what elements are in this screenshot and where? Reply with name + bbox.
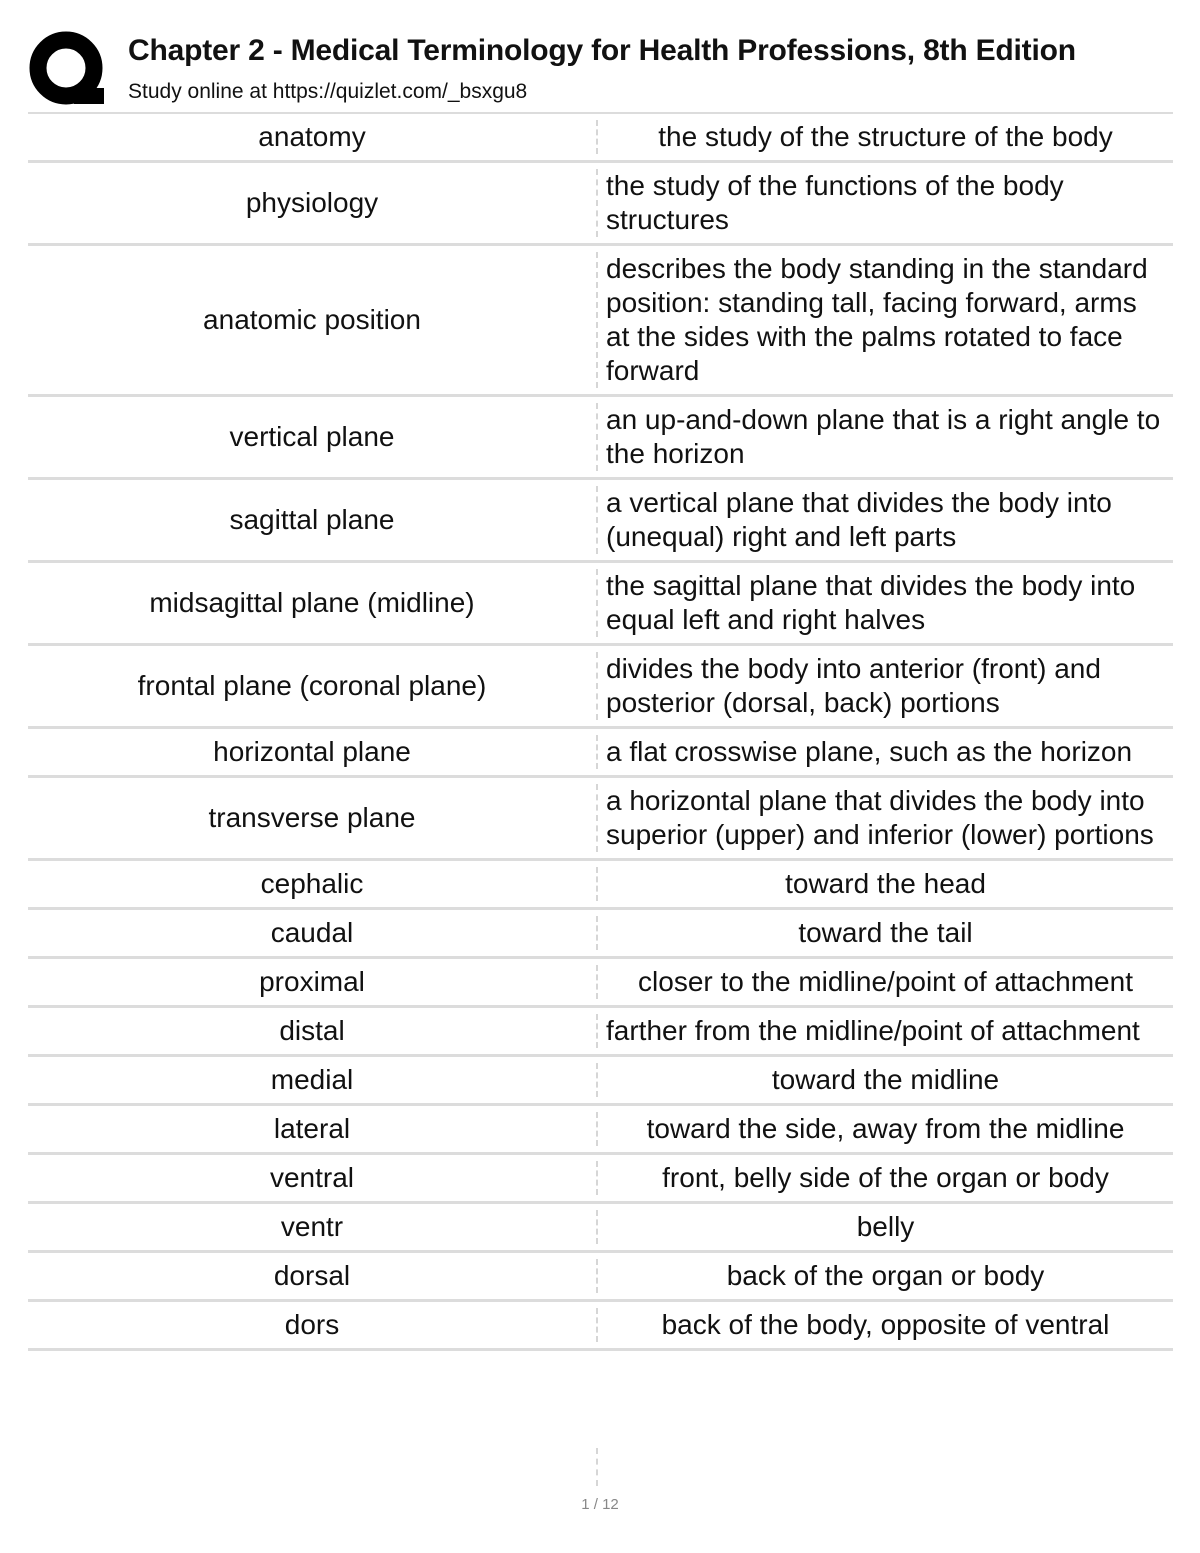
term-cell: ventral: [269, 1162, 355, 1193]
term-cell: dorsal: [273, 1260, 351, 1291]
definition-cell: farther from the midline/point of attachment: [606, 1015, 1140, 1046]
term-cell: frontal plane (coronal plane): [137, 670, 487, 701]
column-divider-tail: [596, 1448, 598, 1486]
table-row: [28, 397, 1173, 480]
page-header: [28, 28, 1178, 112]
term-cell: vertical plane: [229, 421, 395, 452]
page-number: 1 / 12: [581, 1496, 619, 1513]
definition-cell: the study of the structure of the body: [658, 121, 1113, 152]
table-row: [28, 1302, 1173, 1351]
terms-table: [28, 112, 1173, 1351]
table-row: [28, 246, 1173, 397]
term-cell: ventr: [280, 1211, 344, 1242]
definition-cell: a vertical plane that divides the body into (unequal) right and left parts: [606, 487, 1112, 552]
table-row: [28, 910, 1173, 959]
table-row: [28, 163, 1173, 246]
quizlet-q-logo-icon: [28, 30, 108, 110]
table-row: [28, 114, 1173, 163]
definition-cell: belly: [856, 1211, 915, 1242]
term-cell: horizontal plane: [213, 736, 411, 767]
definition-cell: back of the organ or body: [726, 1260, 1045, 1291]
table-row: [28, 959, 1173, 1008]
term-cell: medial: [270, 1064, 354, 1095]
definition-cell: toward the side, away from the midline: [646, 1113, 1125, 1144]
table-row: [28, 1155, 1173, 1204]
table-row: [28, 1106, 1173, 1155]
study-online-link[interactable]: Study online at https://quizlet.com/_bsxgu8: [128, 80, 528, 103]
table-row: [28, 480, 1173, 563]
term-cell: sagittal plane: [229, 504, 395, 535]
table-row: [28, 646, 1173, 729]
term-cell: anatomy: [258, 121, 366, 152]
definition-cell: front, belly side of the organ or body: [662, 1162, 1109, 1193]
definition-cell: closer to the midline/point of attachment: [638, 966, 1133, 997]
table-row: [28, 1008, 1173, 1057]
page-title: Chapter 2 - Medical Terminology for Health Professions, 8th Edition: [128, 34, 1076, 67]
definition-cell: toward the tail: [798, 917, 973, 948]
term-cell: caudal: [270, 917, 354, 948]
definition-cell: divides the body into anterior (front) and posterior (dorsal, back) portions: [606, 653, 1101, 718]
table-row: [28, 1057, 1173, 1106]
definition-cell: back of the body, opposite of ventral: [661, 1309, 1110, 1340]
table-row: [28, 1253, 1173, 1302]
term-cell: lateral: [273, 1113, 351, 1144]
definition-cell: the study of the functions of the body structures: [606, 170, 1064, 235]
definition-cell: toward the midline: [771, 1064, 1000, 1095]
term-cell: anatomic position: [203, 304, 421, 335]
definition-cell: toward the head: [785, 868, 986, 899]
definition-cell: a flat crosswise plane, such as the horizon: [606, 736, 1133, 767]
term-cell: proximal: [259, 966, 365, 997]
table-row: [28, 778, 1173, 861]
table-row: [28, 861, 1173, 910]
definition-cell: an up-and-down plane that is a right angle to the horizon: [606, 404, 1161, 469]
term-cell: cephalic: [260, 868, 364, 899]
table-row: [28, 1204, 1173, 1253]
term-cell: distal: [279, 1015, 345, 1046]
term-cell: physiology: [245, 187, 379, 218]
definition-cell: describes the body standing in the standard position: standing tall, facing forward, arms at the sides with the palms rotated to face forward: [606, 253, 1148, 386]
term-cell: dors: [284, 1309, 340, 1340]
term-cell: midsagittal plane (midline): [149, 587, 475, 618]
table-row: [28, 563, 1173, 646]
table-row: [28, 729, 1173, 778]
definition-cell: the sagittal plane that divides the body into equal left and right halves: [606, 570, 1136, 635]
term-cell: transverse plane: [208, 802, 416, 833]
definition-cell: a horizontal plane that divides the body into superior (upper) and inferior (lower) portions: [606, 785, 1154, 850]
